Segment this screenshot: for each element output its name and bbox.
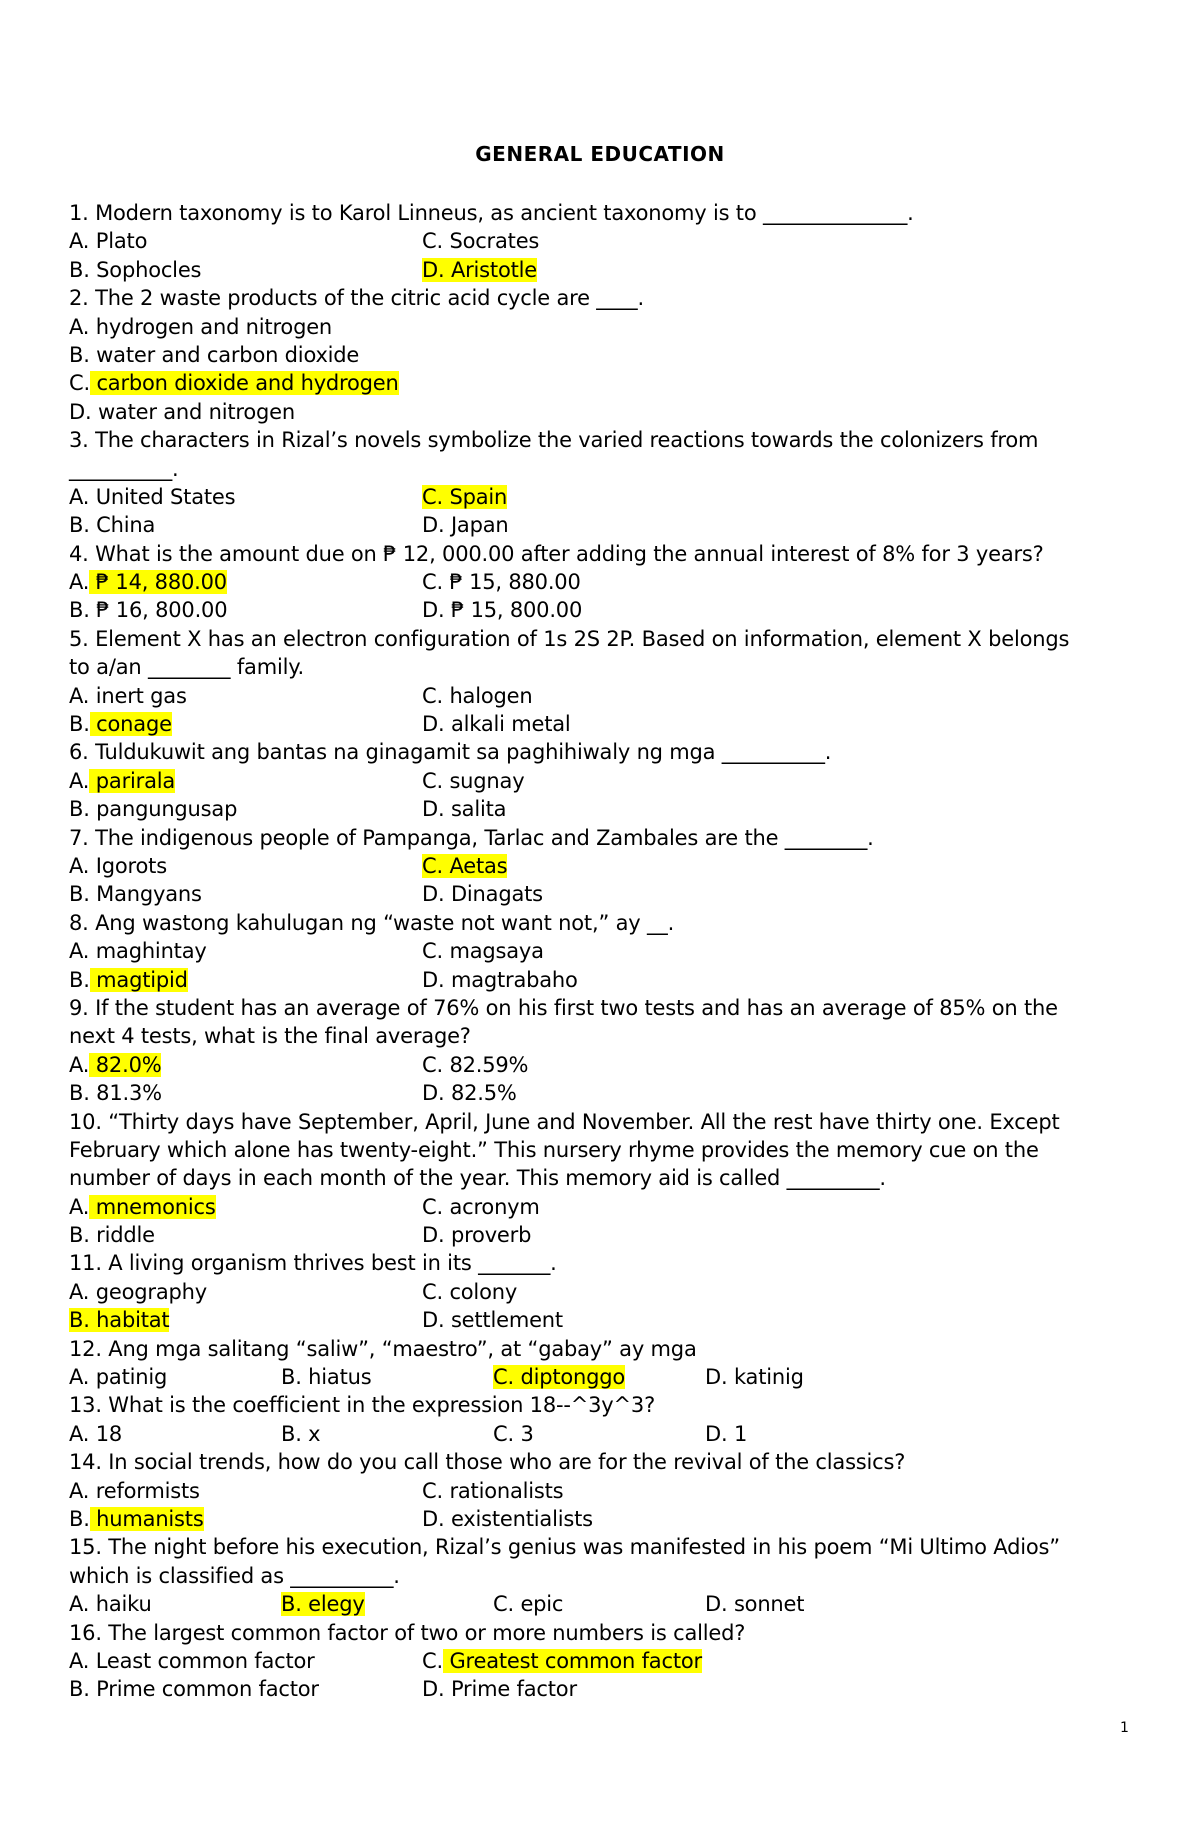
answer-choice: [422, 1193, 540, 1221]
answer-highlight: [90, 712, 172, 736]
answer-choice: [422, 1051, 528, 1079]
choice-text: Plato: [95, 229, 148, 254]
answer-choice: [493, 1420, 705, 1448]
answer-choice: [69, 852, 422, 880]
answer-choice: [705, 1590, 804, 1618]
answer-choice: [422, 1477, 563, 1505]
choice-letter: A.: [69, 1194, 90, 1219]
choice-text: 1: [733, 1421, 748, 1446]
choice-letter: B.: [69, 1308, 90, 1333]
choice-letter: C.: [422, 1478, 443, 1503]
choice-row: [69, 483, 1119, 511]
choice-letter: C.: [422, 768, 443, 793]
choice-text: existentialists: [450, 1506, 593, 1531]
choice-row: [69, 398, 1119, 426]
answer-choice: [422, 1306, 563, 1334]
answer-choice: [69, 1363, 281, 1391]
choice-letter: C.: [422, 1194, 443, 1219]
choice-text: diptonggo: [520, 1365, 626, 1390]
answer-choice: [422, 1278, 517, 1306]
answer-choice: [69, 1505, 422, 1533]
choice-letter: A.: [69, 1279, 90, 1304]
answer-choice: [422, 1221, 531, 1249]
choice-letter: A.: [69, 1592, 90, 1617]
choice-text: geography: [95, 1279, 207, 1304]
choice-letter: C.: [422, 484, 443, 509]
question-stem: 3. The characters in Rizal’s novels symbolize the varied reactions towards the colonizers from: [69, 428, 1039, 453]
answer-choice: [69, 966, 422, 994]
choice-row: [69, 568, 1119, 596]
choice-text: Prime common factor: [96, 1677, 319, 1702]
choice-row: [69, 1306, 1119, 1334]
choice-text: patinig: [95, 1365, 168, 1390]
answer-highlight: [90, 371, 399, 395]
question-item: [69, 1448, 1119, 1533]
question-item: [69, 625, 1119, 739]
choice-letter: C.: [422, 1052, 443, 1077]
choice-text: conage: [96, 712, 172, 737]
question-list: [69, 199, 1119, 1704]
question-item: [69, 1533, 1119, 1618]
choice-letter: A.: [69, 853, 90, 878]
answer-choice: [705, 1420, 747, 1448]
choice-text: rationalists: [449, 1478, 564, 1503]
choice-letter: C.: [69, 371, 90, 396]
answer-choice: [69, 256, 422, 284]
choice-text: ₱ 15, 800.00: [450, 598, 583, 623]
question-stem: 16. The largest common factor of two or more numbers is called?: [69, 1620, 746, 1645]
answer-highlight: [89, 1053, 161, 1077]
answer-choice: [69, 1051, 422, 1079]
choice-text: colony: [449, 1279, 518, 1304]
choice-letter: C.: [422, 229, 443, 254]
choice-text: x: [308, 1421, 321, 1446]
choice-text: China: [96, 513, 156, 538]
choice-row: [69, 767, 1119, 795]
choice-text: katinig: [733, 1365, 804, 1390]
choice-letter: B.: [69, 1081, 90, 1106]
choice-letter: D.: [422, 882, 445, 907]
choice-letter: A.: [69, 484, 90, 509]
answer-highlight: [90, 1507, 204, 1531]
choice-text: Greatest common factor: [449, 1648, 702, 1673]
answer-choice: [422, 880, 543, 908]
choice-letter: C.: [422, 1279, 443, 1304]
answer-choice: [69, 880, 422, 908]
choice-row: [69, 1363, 1119, 1391]
choice-text: Japan: [450, 513, 509, 538]
choice-letter: C.: [422, 853, 443, 878]
choice-text: Aetas: [449, 853, 508, 878]
question-stem: 6. Tuldukuwit ang bantas na ginagamit sa paghihiwaly ng mga __________.: [69, 740, 832, 765]
choice-text: mnemonics: [95, 1194, 216, 1219]
choice-text: Prime factor: [450, 1677, 577, 1702]
choice-letter: D.: [422, 1223, 445, 1248]
answer-choice: [69, 511, 422, 539]
answer-choice: [493, 1590, 705, 1618]
choice-row: [69, 710, 1119, 738]
choice-letter: A.: [69, 570, 90, 595]
choice-text: ₱ 15, 880.00: [449, 570, 581, 595]
question-stem: 13. What is the coefficient in the expression 18--^3y^3?: [69, 1393, 656, 1418]
choice-letter: C.: [422, 683, 443, 708]
choice-text: magtrabaho: [450, 967, 578, 992]
choice-text: reformists: [95, 1478, 200, 1503]
choice-text: hiatus: [308, 1365, 372, 1390]
choice-row: [69, 1193, 1119, 1221]
choice-text: water and carbon dioxide: [96, 342, 360, 367]
choice-letter: A.: [69, 1648, 90, 1673]
choice-letter: D.: [422, 257, 445, 282]
answer-choice: [281, 1420, 493, 1448]
choice-text: hydrogen and nitrogen: [95, 314, 333, 339]
answer-choice: [69, 369, 399, 397]
choice-letter: B.: [69, 598, 90, 623]
answer-highlight: [281, 1592, 365, 1616]
choice-row: [69, 1278, 1119, 1306]
answer-choice: [69, 596, 422, 624]
answer-choice: [69, 341, 359, 369]
choice-letter: C.: [422, 939, 443, 964]
answer-choice: [422, 568, 581, 596]
choice-row: [69, 1079, 1119, 1107]
choice-row: [69, 1051, 1119, 1079]
choice-text: haiku: [95, 1592, 152, 1617]
answer-choice: [493, 1363, 705, 1391]
choice-letter: C.: [422, 1648, 443, 1673]
choice-letter: B.: [69, 1223, 90, 1248]
question-stem: 15. The night before his execution, Rizal’s genius was manifested in his poem “Mi Ultimo Adios”: [69, 1535, 1060, 1560]
question-item: [69, 284, 1119, 426]
answer-choice: [422, 682, 532, 710]
question-stem: 1. Modern taxonomy is to Karol Linneus, as ancient taxonomy is to ______________.: [69, 201, 914, 225]
choice-letter: B.: [69, 797, 90, 822]
choice-text: maghintay: [95, 939, 207, 964]
choice-letter: D.: [705, 1365, 728, 1390]
answer-choice: [422, 256, 537, 284]
choice-letter: D.: [422, 1677, 445, 1702]
choice-text: 82.5%: [450, 1081, 517, 1106]
choice-letter: A.: [69, 768, 90, 793]
choice-letter: C.: [493, 1421, 514, 1446]
choice-text: ₱ 14, 880.00: [95, 570, 227, 595]
question-item: [69, 1391, 1119, 1448]
choice-letter: C.: [493, 1592, 514, 1617]
choice-letter: D.: [69, 399, 92, 424]
question-item: [69, 1249, 1119, 1334]
answer-choice: [69, 1647, 422, 1675]
answer-highlight: [443, 1649, 702, 1673]
choice-text: Igorots: [95, 853, 167, 878]
choice-text: Sophocles: [96, 257, 202, 282]
answer-choice: [281, 1363, 493, 1391]
choice-text: pangungusap: [96, 797, 238, 822]
choice-row: [69, 596, 1119, 624]
question-item: [69, 738, 1119, 823]
answer-choice: [422, 1079, 517, 1107]
choice-letter: A.: [69, 314, 90, 339]
choice-letter: D.: [422, 513, 445, 538]
choice-row: [69, 966, 1119, 994]
answer-choice: [422, 483, 507, 511]
choice-text: 82.59%: [449, 1052, 529, 1077]
question-stem: 14. In social trends, how do you call those who are for the revival of the classics?: [69, 1450, 906, 1475]
answer-choice: [422, 1647, 702, 1675]
choice-row: [69, 341, 1119, 369]
question-stem: __________.: [69, 456, 179, 481]
choice-text: proverb: [450, 1223, 532, 1248]
choice-letter: B.: [69, 1677, 90, 1702]
question-item: [69, 1619, 1119, 1704]
choice-row: [69, 1420, 1119, 1448]
answer-choice: [69, 767, 422, 795]
choice-letter: D.: [705, 1421, 728, 1446]
choice-letter: A.: [69, 939, 90, 964]
choice-letter: B.: [281, 1365, 302, 1390]
choice-letter: C.: [422, 570, 443, 595]
choice-text: humanists: [96, 1506, 204, 1531]
answer-choice: [69, 313, 332, 341]
choice-letter: D.: [422, 598, 445, 623]
choice-text: ₱ 16, 800.00: [96, 598, 228, 623]
question-stem: 12. Ang mga salitang “saliw”, “maestro”, at “gabay” ay mga: [69, 1336, 697, 1361]
choice-letter: D.: [422, 1308, 445, 1333]
page-number: 1: [1120, 1720, 1129, 1736]
question-item: [69, 1108, 1119, 1250]
answer-choice: [422, 966, 578, 994]
choice-text: salita: [450, 797, 507, 822]
answer-choice: [422, 511, 509, 539]
answer-highlight: [90, 968, 188, 992]
choice-letter: D.: [422, 967, 445, 992]
choice-text: carbon dioxide and hydrogen: [96, 371, 399, 396]
choice-row: [69, 1477, 1119, 1505]
choice-row: [69, 1675, 1119, 1703]
answer-choice: [422, 795, 506, 823]
question-stem: 7. The indigenous people of Pampanga, Tarlac and Zambales are the ________.: [69, 825, 874, 850]
choice-letter: A.: [69, 1478, 90, 1503]
choice-letter: B.: [281, 1421, 302, 1446]
answer-choice: [422, 596, 582, 624]
choice-text: parirala: [95, 768, 176, 793]
question-item: [69, 199, 1119, 284]
answer-choice: [69, 937, 422, 965]
answer-highlight: [89, 1195, 215, 1219]
question-stem: 5. Element X has an electron configuration of 1s 2S 2P. Based on information, element X belongs: [69, 626, 1070, 651]
choice-letter: D.: [705, 1592, 728, 1617]
choice-letter: A.: [69, 1052, 90, 1077]
answer-choice: [422, 710, 571, 738]
question-item: [69, 824, 1119, 909]
choice-text: United States: [95, 484, 236, 509]
answer-choice: [69, 1079, 422, 1107]
choice-row: [69, 852, 1119, 880]
choice-text: settlement: [450, 1308, 563, 1333]
answer-choice: [69, 682, 422, 710]
question-stem: 11. A living organism thrives best in its _______.: [69, 1251, 557, 1276]
answer-highlight: [89, 769, 175, 793]
question-stem: 8. Ang wastong kahulugan ng “waste not want not,” ay __.: [69, 910, 675, 935]
choice-row: [69, 256, 1119, 284]
choice-letter: B.: [69, 967, 90, 992]
choice-row: [69, 1221, 1119, 1249]
answer-choice: [69, 1278, 422, 1306]
answer-choice: [69, 710, 422, 738]
choice-text: Aristotle: [450, 257, 537, 282]
choice-row: [69, 1590, 1119, 1618]
answer-choice: [69, 1675, 422, 1703]
answer-highlight: [89, 570, 227, 594]
choice-letter: B.: [69, 513, 90, 538]
choice-row: [69, 682, 1119, 710]
answer-choice: [69, 1221, 422, 1249]
choice-letter: A.: [69, 1421, 90, 1446]
answer-choice: [69, 1420, 281, 1448]
choice-text: Mangyans: [96, 882, 202, 907]
answer-choice: [422, 1675, 577, 1703]
question-item: [69, 426, 1119, 540]
answer-choice: [69, 1306, 422, 1334]
answer-choice: [422, 767, 524, 795]
choice-text: sonnet: [733, 1592, 805, 1617]
question-item: [69, 909, 1119, 994]
question-stem: February which alone has twenty-eight.” This nursery rhyme provides the memory cue on the: [69, 1137, 1039, 1162]
choice-letter: C.: [493, 1365, 514, 1390]
question-stem: number of days in each month of the year. This memory aid is called _________.: [69, 1166, 886, 1191]
choice-text: sugnay: [449, 768, 525, 793]
answer-choice: [69, 398, 295, 426]
choice-letter: A.: [69, 683, 90, 708]
answer-highlight: [69, 1308, 169, 1332]
question-stem: 2. The 2 waste products of the citric acid cycle are ____.: [69, 286, 644, 311]
answer-highlight: [422, 854, 507, 878]
choice-text: Least common factor: [95, 1648, 315, 1673]
answer-choice: [69, 795, 422, 823]
choice-text: epic: [520, 1592, 564, 1617]
choice-letter: B.: [281, 1592, 302, 1617]
question-item: [69, 994, 1119, 1108]
choice-row: [69, 880, 1119, 908]
choice-letter: A.: [69, 229, 90, 254]
choice-letter: D.: [422, 712, 445, 737]
document-title: GENERAL EDUCATION: [475, 142, 725, 166]
choice-text: water and nitrogen: [97, 399, 295, 424]
choice-letter: D.: [422, 1506, 445, 1531]
choice-row: [69, 1647, 1119, 1675]
answer-highlight: [422, 258, 537, 282]
answer-choice: [69, 227, 422, 255]
choice-text: halogen: [449, 683, 533, 708]
choice-text: 3: [520, 1421, 534, 1446]
choice-letter: B.: [69, 1506, 90, 1531]
choice-row: [69, 313, 1119, 341]
question-stem: 10. “Thirty days have September, April, June and November. All the rest have thirty one. Except: [69, 1109, 1060, 1134]
answer-highlight: [422, 485, 507, 509]
choice-text: Dinagats: [450, 882, 543, 907]
choice-text: Socrates: [449, 229, 540, 254]
choice-text: magtipid: [96, 967, 188, 992]
answer-choice: [422, 937, 544, 965]
answer-choice: [69, 1590, 281, 1618]
question-stem: 4. What is the amount due on ₱ 12, 000.00 after adding the annual interest of 8% for 3 years?: [69, 541, 1044, 566]
choice-text: alkali metal: [450, 712, 571, 737]
answer-choice: [69, 568, 422, 596]
choice-row: [69, 511, 1119, 539]
choice-row: [69, 369, 1119, 397]
answer-highlight: [493, 1365, 625, 1389]
choice-letter: B.: [69, 342, 90, 367]
answer-choice: [69, 1477, 422, 1505]
choice-row: [69, 795, 1119, 823]
question-stem: which is classified as __________.: [69, 1563, 400, 1588]
question-item: [69, 1335, 1119, 1392]
choice-text: inert gas: [95, 683, 187, 708]
choice-text: Spain: [449, 484, 508, 509]
answer-choice: [69, 483, 422, 511]
answer-choice: [69, 1193, 422, 1221]
choice-text: acronym: [449, 1194, 540, 1219]
question-item: [69, 540, 1119, 625]
choice-text: habitat: [96, 1308, 170, 1333]
choice-letter: D.: [422, 797, 445, 822]
choice-letter: A.: [69, 1365, 90, 1390]
question-stem: to a/an ________ family.: [69, 655, 304, 680]
choice-letter: B.: [69, 712, 90, 737]
choice-text: magsaya: [449, 939, 544, 964]
choice-text: 18: [95, 1421, 123, 1446]
choice-text: 82.0%: [95, 1052, 162, 1077]
choice-row: [69, 1505, 1119, 1533]
answer-choice: [422, 1505, 593, 1533]
question-stem: 9. If the student has an average of 76% on his first two tests and has an average of 85% on the: [69, 995, 1058, 1020]
question-stem: next 4 tests, what is the final average?: [69, 1024, 471, 1049]
choice-letter: D.: [422, 1081, 445, 1106]
choice-letter: B.: [69, 257, 90, 282]
choice-text: elegy: [308, 1592, 365, 1617]
choice-row: [69, 937, 1119, 965]
answer-choice: [422, 227, 539, 255]
answer-choice: [281, 1590, 493, 1618]
choice-text: 81.3%: [96, 1081, 162, 1106]
choice-letter: B.: [69, 882, 90, 907]
answer-choice: [422, 852, 507, 880]
answer-choice: [705, 1363, 804, 1391]
choice-row: [69, 227, 1119, 255]
choice-text: riddle: [96, 1223, 155, 1248]
